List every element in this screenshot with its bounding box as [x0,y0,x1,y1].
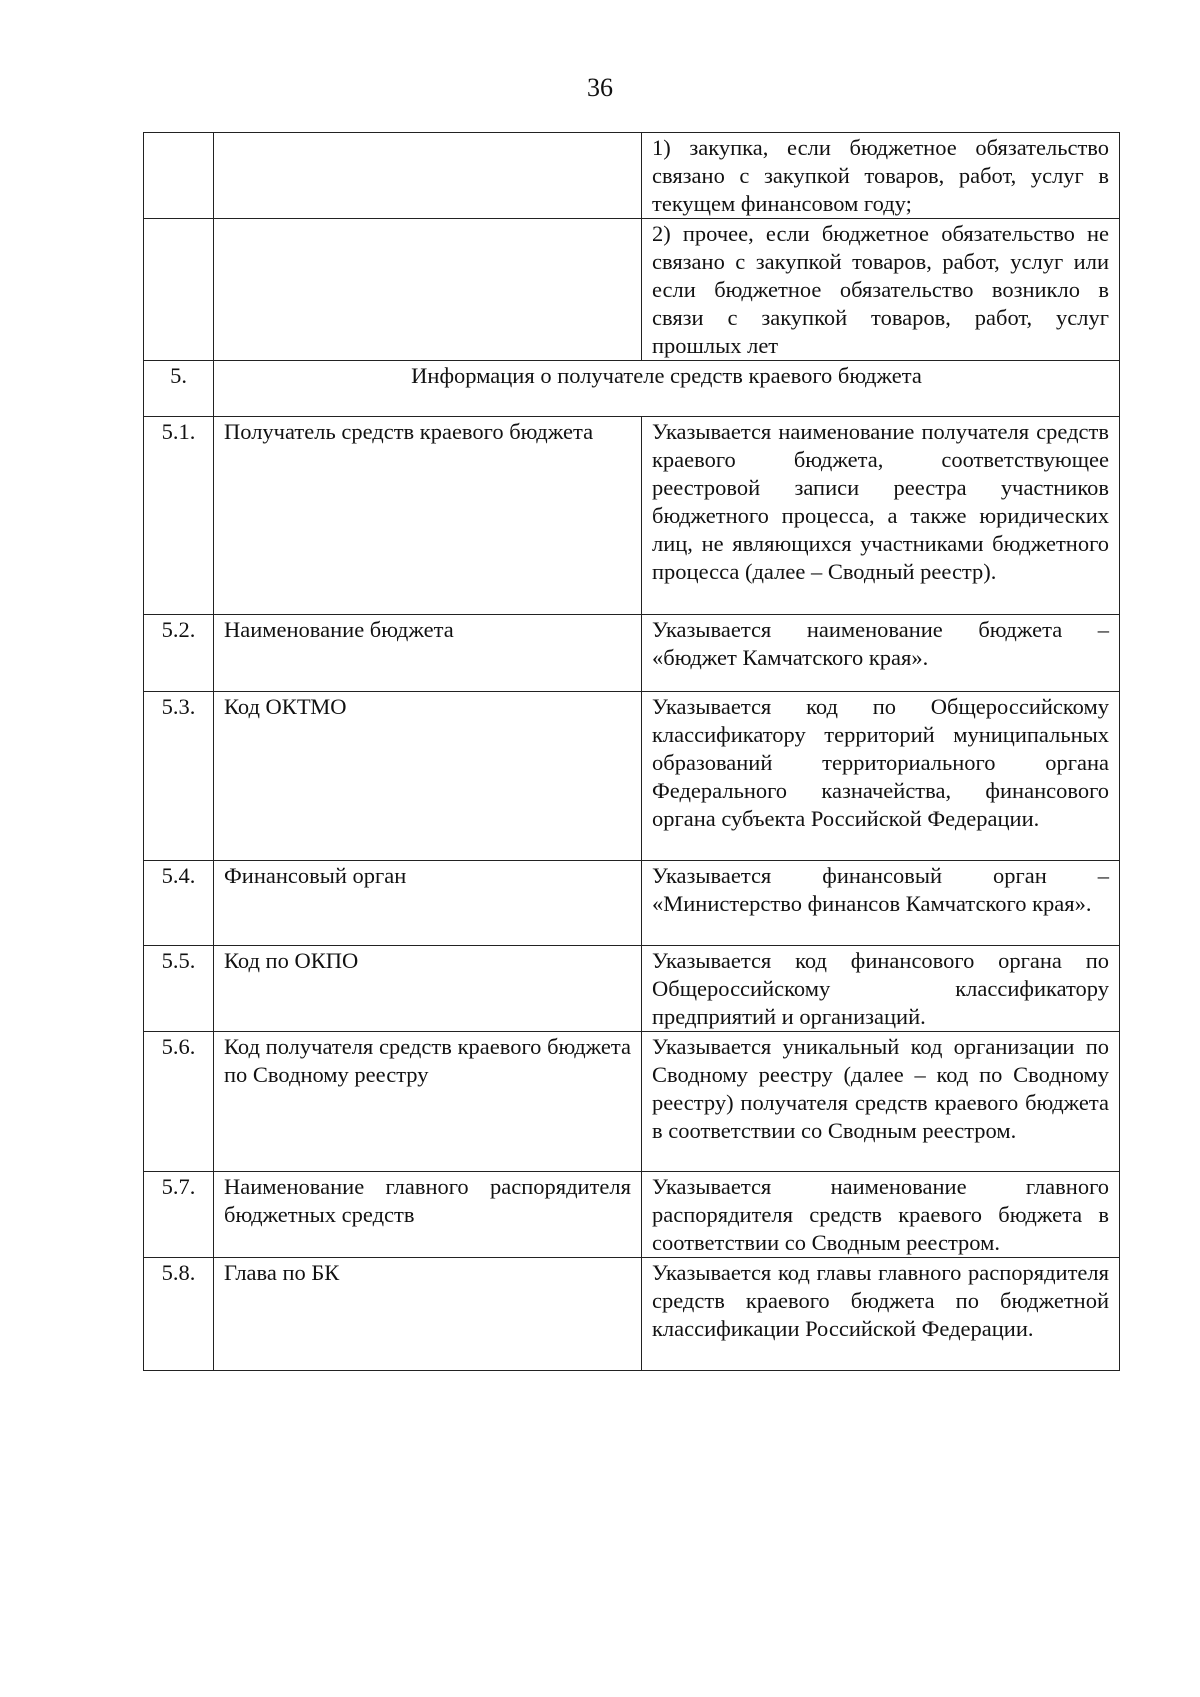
row-number: 5.8. [144,1258,214,1371]
row-field-name: Наименование бюджета [214,615,642,692]
row-field-name: Финансовый орган [214,861,642,946]
table-row [144,615,1120,692]
row-field-name [214,133,642,219]
row-number: 5.5. [144,946,214,1032]
row-number: 5.7. [144,1172,214,1258]
section-title: Информация о получателе средств краевого бюджета [214,361,1120,417]
row-field-name: Код ОКТМО [214,692,642,861]
table-row [144,219,1120,361]
row-description: Указывается наименование главного распорядителя средств краевого бюджета в соответствии со Сводным реестром. [642,1172,1120,1258]
table-row [144,692,1120,861]
page-number: 36 [587,73,613,102]
row-description: Указывается финансовый орган – «Министерство финансов Камчатского края». [642,861,1120,946]
row-description: Указывается код главы главного распорядителя средств краевого бюджета по бюджетной классификации Российской Федерации. [642,1258,1120,1371]
row-number: 5.4. [144,861,214,946]
table-row [144,946,1120,1032]
table-row [144,1032,1120,1172]
section-header-row [144,361,1120,417]
row-number [144,133,214,219]
row-description: Указывается наименование получателя средств краевого бюджета, соответствующее реестровой записи реестра участников бюджетного процесса, а также юридических лиц, не являющихся участниками бюджетного процесса (далее – Сводный реестр). [642,417,1120,615]
table-row [144,133,1120,219]
table-row [144,1258,1120,1371]
row-field-name: Наименование главного распорядителя бюджетных средств [214,1172,642,1258]
table-row [144,1172,1120,1258]
row-number: 5.1. [144,417,214,615]
row-description: 2) прочее, если бюджетное обязательство не связано с закупкой товаров, работ, услуг или если бюджетное обязательство возникло в связи с закупкой товаров, работ, услуг прошлых лет [642,219,1120,361]
row-number: 5.3. [144,692,214,861]
row-field-name: Получатель средств краевого бюджета [214,417,642,615]
row-field-name: Код получателя средств краевого бюджета по Сводному реестру [214,1032,642,1172]
row-description: 1) закупка, если бюджетное обязательство связано с закупкой товаров, работ, услуг в текущем финансовом году; [642,133,1120,219]
row-field-name [214,219,642,361]
row-number: 5.2. [144,615,214,692]
row-description: Указывается наименование бюджета – «бюджет Камчатского края». [642,615,1120,692]
row-description: Указывается уникальный код организации по Сводному реестру (далее – код по Сводному реестру) получателя средств краевого бюджета в соответствии со Сводным реестром. [642,1032,1120,1172]
row-number: 5.6. [144,1032,214,1172]
row-description: Указывается код по Общероссийскому классификатору территорий муниципальных образований территориального органа Федерального казначейства, финансового органа субъекта Российской Федерации. [642,692,1120,861]
row-number [144,219,214,361]
row-field-name: Код по ОКПО [214,946,642,1032]
table-row [144,861,1120,946]
row-description: Указывается код финансового органа по Общероссийскому классификатору предприятий и организаций. [642,946,1120,1032]
row-field-name: Глава по БК [214,1258,642,1371]
table-row [144,417,1120,615]
instructions-table [143,132,1120,1371]
section-number: 5. [144,361,214,417]
